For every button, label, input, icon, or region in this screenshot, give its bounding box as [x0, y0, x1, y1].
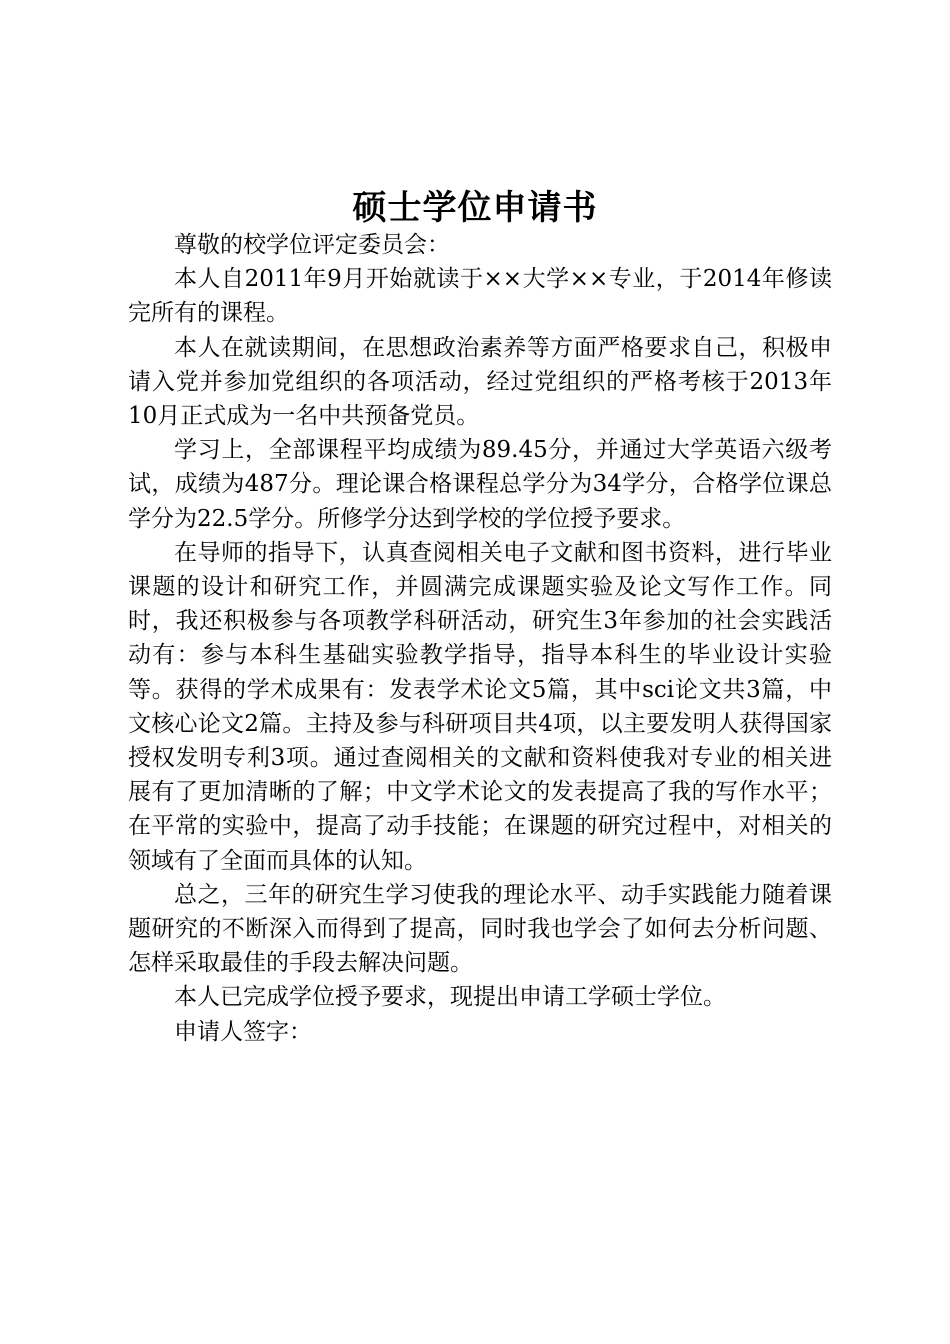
paragraph-research: 在导师的指导下，认真查阅相关电子文献和图书资料，进行毕业课题的设计和研究工作，并圆满完成课题实验及论文写作工作。同时，我还积极参与各项教学科研活动，研究生3年参加的社会实践活动有：参与本科生基础实验教学指导，指导本科生的毕业设计实验等。获得的学术成果有：发表学术论文5篇，其中sci论文共3篇，中文核心论文2篇。主持及参与科研项目共4项，以主要发明人获得国家授权发明专利3项。通过查阅相关的文献和资料使我对专业的相关进展有了更加清晰的了解；中文学术论文的发表提高了我的写作水平；在平常的实验中，提高了动手技能；在课题的研究过程中，对相关的领域有了全面而具体的认知。	[128, 539, 832, 874]
paragraph-summary: 总之，三年的研究生学习使我的理论水平、动手实践能力随着课题研究的不断深入而得到了提高，同时我也学会了如何去分析问题、怎样采取最佳的手段去解决问题。	[128, 881, 832, 977]
paragraph-enrollment: 本人自2011年9月开始就读于××大学××专业，于2014年修读完所有的课程。	[128, 266, 832, 327]
salutation: 尊敬的校学位评定委员会：	[174, 232, 450, 258]
paragraph-application: 本人已完成学位授予要求，现提出申请工学硕士学位。	[174, 984, 726, 1011]
document-body	[128, 228, 832, 1049]
signature-line: 申请人签字：	[174, 1018, 312, 1045]
paragraph-study: 学习上，全部课程平均成绩为89.45分，并通过大学英语六级考试，成绩为487分。理论课合格课程总学分为34学分，合格学位课总学分为22.5学分。所修学分达到学校的学位授予要求。	[128, 437, 832, 532]
document-title: 硕士学位申请书	[352, 188, 598, 228]
paragraph-political: 本人在就读期间，在思想政治素养等方面严格要求自己，积极申请入党并参加党组织的各项活动，经过党组织的严格考核于2013年10月正式成为一名中共预备党员。	[128, 334, 832, 430]
